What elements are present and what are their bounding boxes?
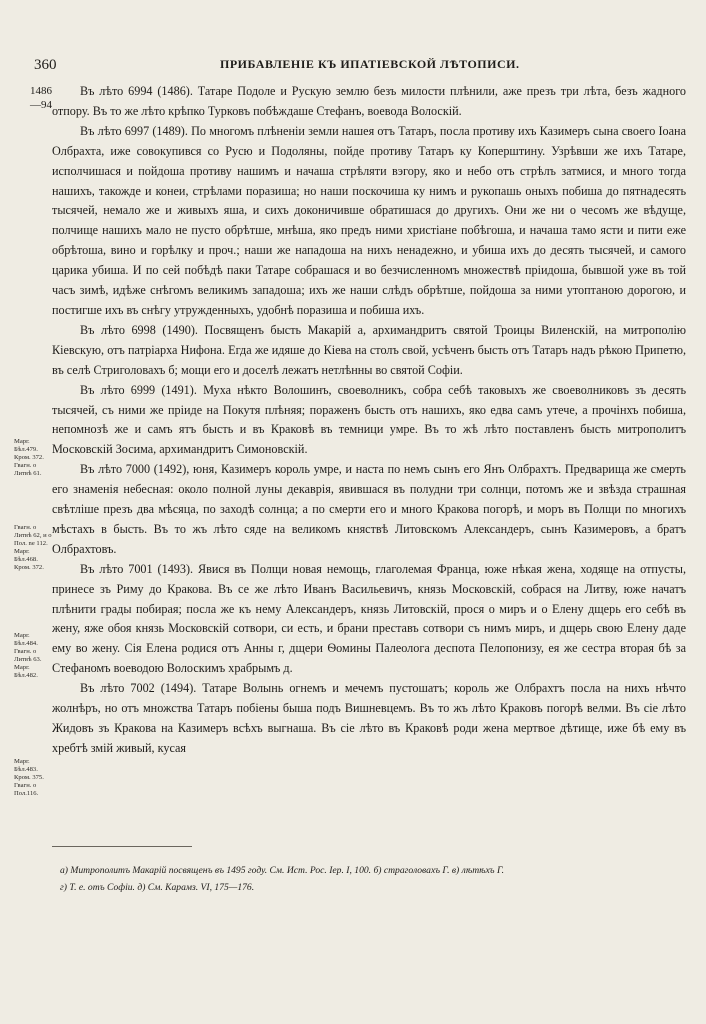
footnote-line: г) Т. е. отъ Софіи. д) См. Карамз. VI, 175—176.	[60, 882, 255, 893]
paragraph-1492: Въ лѣто 7000 (1492), юня, Казимеръ король умре, и наста по немъ сынъ его Янъ Олбрахтъ. Предварища же смерть его знаменія небесная: около полной луны декаврія, явившася въ полудни три солнци, потомъ же и звѣзда страшная свѣтліше презъ два мѣсяца, по заходѣ солнца; а по смерти его и много Кракова погорѣ, и моръ въ Полщи по многихъ мѣстахъ в бысть. Въ то жъ лѣто сяде на великомъ княствѣ Литовскомъ Александеръ, сынъ Казимеровъ, а братъ Олбрахтовъ.	[52, 462, 686, 556]
margin-year-start: 1486	[30, 85, 52, 97]
margin-year-end: —94	[30, 99, 52, 111]
chronicle-text	[52, 82, 686, 759]
paragraph-1491: Въ лѣто 6999 (1491). Муха нѣкто Волошинъ, своеволникъ, собра себѣ таковыхъ же своеволниковъ зъ десять тысячей, съ ними же пріиде на Покутя плѣняя; пораженъ бысть отъ нашихъ, яко едва самъ утече, а прочінхъ побиша, непомнозѣ же и самъ ятъ бысть и въ Краковѣ въ темници умре. Въ то жѣ лѣто поставленъ бысть митрополитъ Московскій Зосима, архимандритъ Симоновскій.	[52, 382, 686, 457]
paragraph-1489: Въ лѣто 6997 (1489). По многомъ плѣненіи земли нашея отъ Татаръ, посла противу ихъ Казимеръ сына своего Іоана Олбрахта, иже совокупився со Русю и Подоляны, пойде противу Татаръ ку Коперштину. Узрѣвши же ихъ Татаре, исполчишася и пойдоша противу нашимъ и начаша стрѣляти вэгору, яко и небо отъ стрѣлъ затмися, и много тогда нашихъ, такожде и конеи, стрѣлами поразиша; но наши поскочиша ку нимъ и рукопашь оныхъ побиша до пятнадесять тысячей, немало же и живыхъ яша, и сихъ доконичивше обратишася до другихъ. Они же ни о чесомъ же вѣдуще, полчище нашихъ мало не пусто обрѣтше, мнѣша, яко предъ ними христіане побѣгоша, и начаша тамо ясти и пити еже обрѣтоша, вино и горѣлку и проч.; наши же нападоша на нихъ ненадежно, и убиша ихъ до десять тысячей, и самого царика убиша. И по сей побѣдѣ паки Татаре собрашася и во безчисленномъ множествѣ пріидоша, бывшой уже въ той часъ зимѣ, идѣже снѣгомъ великимъ западоша; ихъ же наши слѣдъ обрѣтше, пойдоша за ними утоптаною дорогою, и постигше ихъ въ снѣгу утружденныхъ, удобнѣ поразиша и побиша ихъ.	[52, 123, 686, 317]
footnote-divider	[52, 846, 192, 847]
footnote-line: а) Митрополитъ Макарій посвященъ въ 1495 году. См. Ист. Рос. Іер. I, 100. б) страголовахъ Г. в) лѣтѣхъ Г.	[60, 865, 505, 876]
margin-note: Марг. Бѣл.479. Кром. 372. Гвагн. о Литвѣ 61.	[14, 438, 44, 477]
footnotes	[60, 862, 690, 896]
margin-note: Марг. Бѣл.484. Гвагн. о Литвѣ 63. Марг. Бѣл.482.	[14, 632, 42, 679]
margin-year-range	[30, 84, 52, 112]
page-number: 360	[34, 57, 57, 73]
margin-note: Марг. Бѣл.483. Кром. 375. Гвагн. о Пол.116.	[14, 758, 44, 797]
paragraph-1486: Въ лѣто 6994 (1486). Татаре Подоле и Рускую землю безъ милости плѣнили, аже презъ три лѣта, безъ жадного отпору. Въ то же лѣто крѣпко Турковъ побѣждаше Стефанъ, воевода Волоскій.	[52, 84, 686, 118]
paragraph-1493: Въ лѣто 7001 (1493). Явися въ Полщи новая немощь, глаголемая Франца, юже нѣкая жена, ходяще на отпусты, принесе зъ Риму до Кракова. Въ се же лѣто Иванъ Васильевичъ, князь Московскій, собрася на Литву, юже начатъ плѣнити грады побирая; посла же къ нему Александеръ, князь Литовскій, прося о миръ и о Елену дщерь его себѣ въ жену, яже обоя князь Московскій сотвори, си есть, и брани преставъ сотвори съ нимъ миръ, и дщерь свою Елену даде ему во жену. Сія Елена родися отъ Анны г, дщери Ѳомины Палеолога деспота Пелопонизу, ея же сестра вторая бѣ за Стефаномъ воеводою Волоскимъ храбрымъ д.	[52, 561, 686, 676]
margin-note: Гвагн. о Литвѣ 62, и о Пол. ne 112. Марг. Бѣл.468. Кром. 372.	[14, 524, 52, 571]
running-title: ПРИБАВЛЕНІЕ КЪ ИПАТІЕВСКОЙ ЛѢТОПИСИ.	[220, 57, 520, 71]
paragraph-1494: Въ лѣто 7002 (1494). Татаре Волынь огнемъ и мечемъ пустошатъ; король же Олбрахтъ посла на нихъ нѣчто жолнѣръ, но отъ множства Татаръ побіены быша подъ Вишневцемъ. Въ то жъ лѣто Краковъ погорѣ велми. Въ сіе лѣто Жидовъ зъ Кракова на Казимеръ всѣхъ выгнаша. Въ сіе лѣто въ Краковѣ роди жена мертвое дѣтище, иже бѣ ему въ хребтѣ змій живый, кусая	[52, 681, 686, 755]
paragraph-1490: Въ лѣто 6998 (1490). Посвященъ бысть Макарій а, архимандритъ святой Троицы Виленскій, на митрополію Кіевскую, отъ патріарха Нифона. Егда же идяше до Кіева на столъ свой, усѣченъ бысть отъ Татаръ надъ рѣкою Припетю, въ селѣ Стриголовахъ б; мощи его и доселѣ лежатъ нетлѣнны во святой Софіи.	[52, 322, 686, 377]
